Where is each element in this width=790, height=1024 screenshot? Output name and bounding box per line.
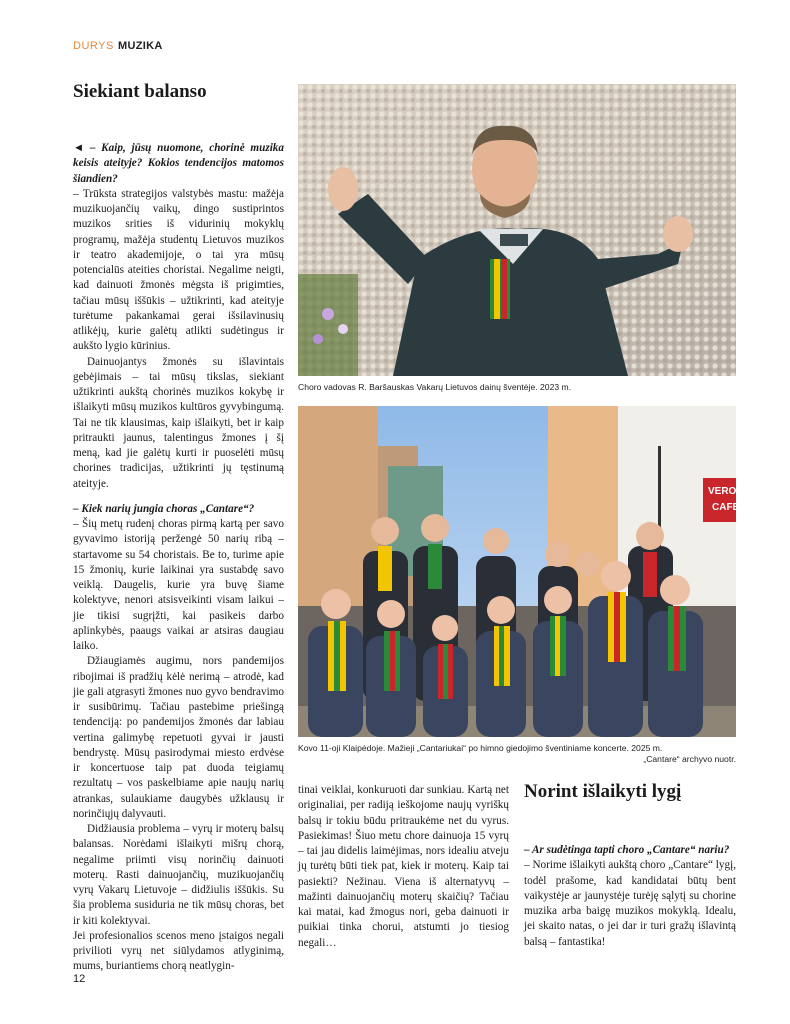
text-column-1	[73, 141, 284, 975]
answer-1-paragraph-1: – Trūksta strategijos valstybės mastu: mažėja muzikuojančių vaikų, dingo sustiprintos muzikos srities iš vidurinių mokyklų programų, mažėja studentų Lietuvos muzikos ir teatro akademijoje, o tai yra mūsų potencialūs ateities choristai. Negalime neigti, kad dainuoti žmonės mėgsta iš prigimties, tačiau mūsų iššūkis – užtikrinti, kad ateityje turėtume pakankamai gerai išsilavinusių atlikėjų, kurie galėtų atlikti sudėtingus ir aukšto lygio kūrinius.	[73, 187, 284, 353]
answer-2-paragraph-2: Džiaugiamės augimu, nors pandemijos ribojimai iš pradžių kėlė nerimą – atrodė, kad jie gali atgrasyti žmones nuo gyvo bendravimo ir susibūrimų. Tačiau pastebime priešingą tendenciją: po pandemijos žmonės dar labiau vertina galimybę repetuoti gyvai ir jausti bendrystę. Mūsų pasirodymai miesto erdvėse ir koncertuose taip pat duoda teigiamų rezultatų – vos paskelbiame apie naujų narių atrankas, sulaukiame daugybės užklausų ir norinčiųjų dalyvauti.	[73, 655, 284, 820]
answer-1-paragraph-2: Dainuojantys žmonės su išlavintais gebėjimais – tai mūsų tikslas, siekiant užtikrinti aukštą chorinės muzikos kokybę ir išlaikyti mūsų muzikos kultūros gyvybingumą. Tai ne tik klausimas, kaip išlaikyti, bet ir kaip pritraukti jaunus, talentingus žmones į šį meną, kad jie galėtų kurti ir puoselėti mūsų chorines tradicijas, užtikrinti jų tęstinumą ateityje.	[73, 355, 284, 490]
photo-1-caption: Choro vadovas R. Baršauskas Vakarų Lietuvos dainų šventėje. 2023 m.	[298, 382, 572, 392]
children-choir-photo-image	[298, 406, 740, 737]
conductor-photo-image	[298, 84, 736, 376]
question-2: – Kiek narių jungia choras „Cantare“?	[73, 502, 255, 515]
page-number: 12	[73, 973, 86, 985]
section-label: DURYS	[73, 40, 114, 52]
text-column-2	[298, 783, 509, 951]
back-arrow-icon[interactable]: ◄	[73, 142, 85, 154]
section-title-2: Norint išlaikyti lygį	[524, 781, 682, 802]
column-2-paragraph: tinai veiklai, konkuruoti dar sunkiau. Kartą net originaliai, per radiją ieškojome naujų vyriškų balsų ir tokiu būdu pritraukėme net du vyrus. Pasiekimas! Šiuo metu chore dainuoja 15 vyrų – tai jau didelis laimėjimas, nors idealiu atveju jų turėtų būti tiek pat, kiek ir moterų. Kaip tai pasiekti? Nežinau. Viena iš alternatyvų – mažinti dainuojančių moterų skaičių? Tačiau kai matai, kad žmogus nori, geba dainuoti ir puikiai tinka chorui, atstumti jo tiesiog negali…	[298, 784, 509, 949]
question-3: – Ar sudėtinga tapti choro „Cantare“ nariu?	[524, 844, 730, 856]
category-label: MUZIKA	[118, 40, 163, 52]
answer-2-paragraph-4: Jei profesionalios scenos meno įstaigos negali privilioti vyrų net siūlydamos atlyginimą, mums, buriantiems chorą neatlygin-	[73, 929, 284, 973]
cafe-sign-text-2: CAFE	[712, 502, 740, 513]
answer-3: – Norime išlaikyti aukštą choro „Cantare“ lygį, todėl prašome, kad kandidatai būtų bent vaikystėje ar jaunystėje turėję sąlytį su chorine muzika arba baigę muzikos mokyklą. Idealu, jei skaito natas, o jei dar ir turi gražų išlavintą balsą – fantastika!	[524, 859, 736, 948]
photo-2-credit: „Cantare“ archyvo nuotr.	[643, 754, 736, 764]
cafe-sign-text-1: VERO	[708, 486, 737, 497]
article-title: Siekiant balanso	[73, 81, 207, 102]
photo-conductor	[298, 84, 736, 376]
photo-2-caption: Kovo 11-oji Klaipėdoje. Mažieji „Cantariukai“ po himno giedojimo šventiniame koncerte. 2025 m.	[298, 743, 663, 753]
text-column-3	[524, 843, 736, 950]
photo-children-choir	[298, 406, 740, 737]
question-1: ◄ – Kaip, jūsų nuomone, chorinė muzika keisis ateityje? Kokios tendencijos matomos šiandien?	[73, 142, 284, 185]
answer-2-paragraph-3: Didžiausia problema – vyrų ir moterų balsų balansas. Norėdami išlaikyti mišrų chorą, negalime priimti visų norinčių dainuoti moterų. Rasti dainuojančių, muzikuojančių vyrų Vakarų Lietuvoje – didžiulis iššūkis. Su šia problema susiduria ne tik mūsų choras, bet ir kiti kolektyvai.	[73, 823, 284, 927]
answer-2-paragraph-1: – Šių metų rudenį choras pirmą kartą per savo gyvavimo istoriją peržengė 50 narių ribą – startavome su 54 choristais. Be to, turime apie 15 žmonių, kurie laikinai yra sustabdę savo veiklą. Daugelis, kurie yra buvę šiame kolektyve, nenori atsisveikinti visam laikui – jie tikisi sugrįžti, kai pasikeis darbo aplinkybės, paaugs vaikai ar atsiras daugiau laiko.	[73, 518, 284, 652]
